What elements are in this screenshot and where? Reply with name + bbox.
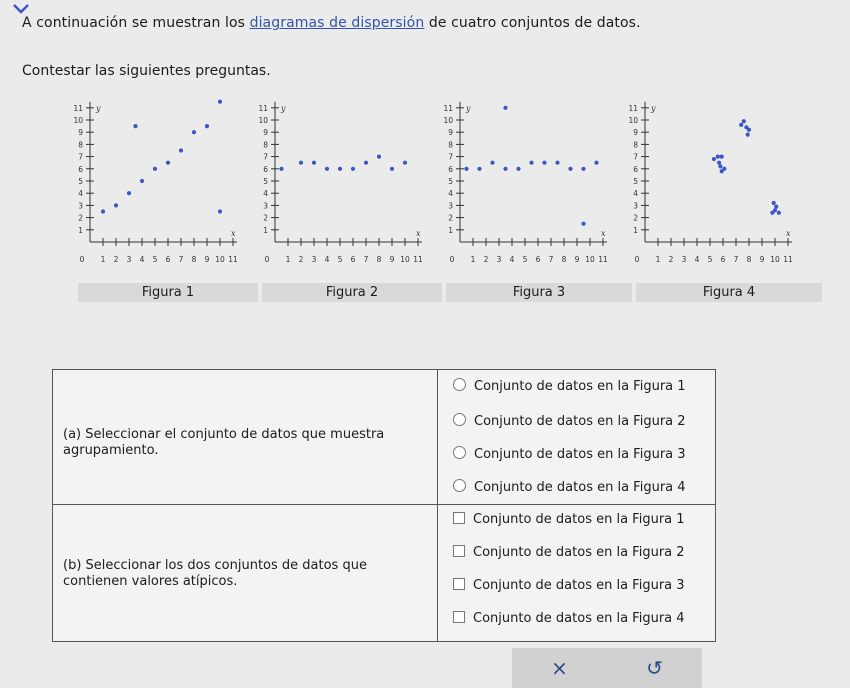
column-divider [437,370,438,504]
x-tick-label: 9 [574,255,580,264]
y-tick-label: 7 [263,152,268,162]
x-tick-label: 2 [113,255,119,264]
intro-after: de cuatro conjuntos de datos. [424,15,641,31]
data-point [403,161,407,165]
y-tick-label: 8 [263,140,268,150]
x-tick-label: 5 [152,255,158,264]
y-tick-label: 1 [633,225,638,235]
part-b-option-3[interactable] [453,577,685,595]
x-tick-label: 10 [400,255,410,264]
y-tick-label: 9 [448,128,453,138]
scatter-plot-svg [615,92,805,288]
x-tick-label: 10 [770,255,780,264]
data-point [279,167,283,171]
intro-before: A continuación se muestran los [22,15,250,31]
data-point [477,167,481,171]
data-point [312,161,316,165]
x-tick-label: 8 [561,255,567,264]
option-label: Conjunto de datos en la Figura 2 [473,545,685,560]
option-label: Conjunto de datos en la Figura 4 [473,611,685,626]
data-point [390,167,394,171]
x-tick-label: 3 [311,255,317,264]
x-tick-label: 2 [668,255,674,264]
part-b-row [53,505,715,641]
x-tick-label: 8 [191,255,197,264]
y-tick-label: 4 [78,189,83,199]
y-axis-label: y [281,103,286,113]
y-tick-label: 2 [633,213,638,223]
x-tick-label: 4 [509,255,515,264]
data-point [772,201,776,205]
y-tick-label: 11 [258,103,268,113]
x-tick-label: 4 [139,255,145,264]
charts-area [60,92,840,288]
clear-button[interactable]: × [551,656,568,680]
scatter-figure-1 [60,92,250,288]
data-point [516,167,520,171]
part-a-option-4[interactable] [453,479,686,497]
y-tick-label: 7 [448,152,453,162]
x-tick-label: 1 [100,255,106,264]
data-point [101,209,105,213]
data-point [179,148,183,152]
y-tick-label: 3 [448,201,453,211]
scatter-figure-2 [245,92,435,288]
scatter-figure-3 [430,92,620,288]
radio-button[interactable] [453,413,466,426]
data-point [594,161,598,165]
radio-button[interactable] [453,378,466,391]
data-point [716,155,720,159]
data-point [720,169,724,173]
x-tick-label: 3 [496,255,502,264]
question-prompt: Contestar las siguientes preguntas. [22,63,271,79]
x-tick-label: 8 [376,255,382,264]
checkbox[interactable] [453,512,465,524]
x-tick-label: 7 [363,255,369,264]
y-tick-label: 4 [263,189,268,199]
scatter-diagram-link[interactable]: diagramas de dispersión [249,15,425,31]
option-label: Conjunto de datos en la Figura 3 [474,447,686,462]
x-axis-label: x [416,229,421,238]
y-tick-label: 2 [448,213,453,223]
data-point [351,167,355,171]
data-point [777,211,781,215]
y-tick-label: 5 [448,177,453,186]
part-a-question: (a) Seleccionar el conjunto de datos que muestra agrupamiento. [63,427,385,458]
data-point [377,155,381,159]
x-tick-label: 3 [126,255,132,264]
checkbox[interactable] [453,545,465,557]
part-b-question: (b) Seleccionar los dos conjuntos de datos que contienen valores atípicos. [63,558,367,589]
intro-text [22,15,641,31]
data-point [153,167,157,171]
column-divider [437,505,438,641]
y-tick-label: 9 [78,128,83,138]
data-point [503,167,507,171]
data-point [503,106,507,110]
part-a-option-1[interactable] [453,378,686,396]
figure-4-label: Figura 4 [636,283,822,302]
x-tick-label: 6 [350,255,356,264]
data-point [770,211,774,215]
y-tick-label: 11 [73,103,83,113]
data-point [717,161,721,165]
data-point [712,157,716,161]
x-tick-label: 2 [483,255,489,264]
x-tick-label: 0 [79,255,85,264]
scatter-plot-svg [245,92,435,288]
data-point [490,161,494,165]
y-tick-label: 8 [633,140,638,150]
figure-1-label: Figura 1 [78,283,258,302]
radio-button[interactable] [453,446,466,459]
x-tick-label: 0 [449,255,455,264]
data-point [166,161,170,165]
y-tick-label: 6 [448,164,453,174]
action-bar [512,648,702,688]
x-tick-label: 4 [694,255,700,264]
part-a-row [53,370,715,505]
x-tick-label: 7 [733,255,739,264]
figure-3-label: Figura 3 [446,283,632,302]
data-point [364,161,368,165]
x-tick-label: 9 [204,255,210,264]
data-point [568,167,572,171]
y-tick-label: 3 [633,201,638,211]
y-tick-label: 6 [633,164,638,174]
y-tick-label: 10 [628,116,638,125]
y-tick-label: 11 [443,103,453,113]
x-tick-label: 3 [681,255,687,264]
data-point [205,124,209,128]
x-axis-label: x [601,229,606,238]
y-axis-label: y [651,103,656,113]
y-tick-label: 4 [633,189,638,199]
y-tick-label: 10 [443,116,453,125]
x-tick-label: 0 [264,255,270,264]
data-point [299,161,303,165]
x-tick-label: 10 [215,255,225,264]
x-tick-label: 5 [337,255,343,264]
y-tick-label: 3 [78,201,83,211]
data-point [133,124,137,128]
option-label: Conjunto de datos en la Figura 2 [474,414,686,429]
x-axis-label: x [231,229,236,238]
option-label: Conjunto de datos en la Figura 3 [473,578,685,593]
x-tick-label: 6 [535,255,541,264]
x-tick-label: 11 [413,255,423,264]
x-tick-label: 5 [707,255,713,264]
data-point [464,167,468,171]
y-tick-label: 7 [633,152,638,162]
y-tick-label: 5 [78,177,83,186]
y-tick-label: 5 [263,177,268,186]
x-tick-label: 11 [783,255,793,264]
option-label: Conjunto de datos en la Figura 1 [473,512,685,527]
figure-2-label: Figura 2 [262,283,442,302]
y-tick-label: 9 [633,128,638,138]
x-tick-label: 5 [522,255,528,264]
x-tick-label: 6 [720,255,726,264]
questions-table [52,369,716,642]
data-point [192,130,196,134]
x-tick-label: 7 [548,255,554,264]
data-point [114,203,118,207]
y-tick-label: 2 [78,213,83,223]
y-tick-label: 10 [73,116,83,125]
y-tick-label: 6 [78,164,83,174]
data-point [325,167,329,171]
scatter-plot-svg [60,92,250,288]
y-tick-label: 1 [263,225,268,235]
undo-button[interactable]: ↺ [646,656,663,680]
x-tick-label: 1 [470,255,476,264]
part-a-option-2[interactable] [453,413,686,431]
x-tick-label: 11 [228,255,238,264]
x-tick-label: 7 [178,255,184,264]
x-tick-label: 8 [746,255,752,264]
x-tick-label: 1 [285,255,291,264]
option-label: Conjunto de datos en la Figura 1 [474,379,686,394]
x-tick-label: 11 [598,255,608,264]
y-axis-label: y [96,103,101,113]
x-tick-label: 10 [585,255,595,264]
y-tick-label: 8 [78,140,83,150]
x-tick-label: 4 [324,255,330,264]
y-tick-label: 1 [78,225,83,235]
y-tick-label: 4 [448,189,453,199]
x-tick-label: 6 [165,255,171,264]
data-point [529,161,533,165]
data-point [581,167,585,171]
data-point [739,123,743,127]
scatter-figure-4 [615,92,805,288]
checkbox[interactable] [453,578,465,590]
checkbox[interactable] [453,611,465,623]
y-tick-label: 9 [263,128,268,138]
y-tick-label: 8 [448,140,453,150]
y-tick-label: 5 [633,177,638,186]
x-tick-label: 2 [298,255,304,264]
part-b-option-4[interactable] [453,610,685,628]
part-a-option-3[interactable] [453,446,686,464]
y-tick-label: 1 [448,225,453,235]
data-point [140,179,144,183]
x-tick-label: 0 [634,255,640,264]
x-tick-label: 1 [655,255,661,264]
data-point [555,161,559,165]
data-point [218,209,222,213]
part-b-option-1[interactable] [453,511,685,529]
scatter-plot-svg [430,92,620,288]
y-tick-label: 6 [263,164,268,174]
y-tick-label: 7 [78,152,83,162]
data-point [742,119,746,123]
data-point [718,164,722,168]
data-point [747,128,751,132]
data-point [720,155,724,159]
data-point [774,205,778,209]
x-tick-label: 9 [759,255,765,264]
x-axis-label: x [786,229,791,238]
option-label: Conjunto de datos en la Figura 4 [474,480,686,495]
data-point [581,222,585,226]
data-point [127,191,131,195]
x-tick-label: 9 [389,255,395,264]
y-tick-label: 10 [258,116,268,125]
data-point [746,133,750,137]
data-point [542,161,546,165]
data-point [218,100,222,104]
y-tick-label: 2 [263,213,268,223]
y-tick-label: 3 [263,201,268,211]
data-point [338,167,342,171]
y-tick-label: 11 [628,103,638,113]
y-axis-label: y [466,103,471,113]
radio-button[interactable] [453,479,466,492]
part-b-option-2[interactable] [453,544,685,562]
